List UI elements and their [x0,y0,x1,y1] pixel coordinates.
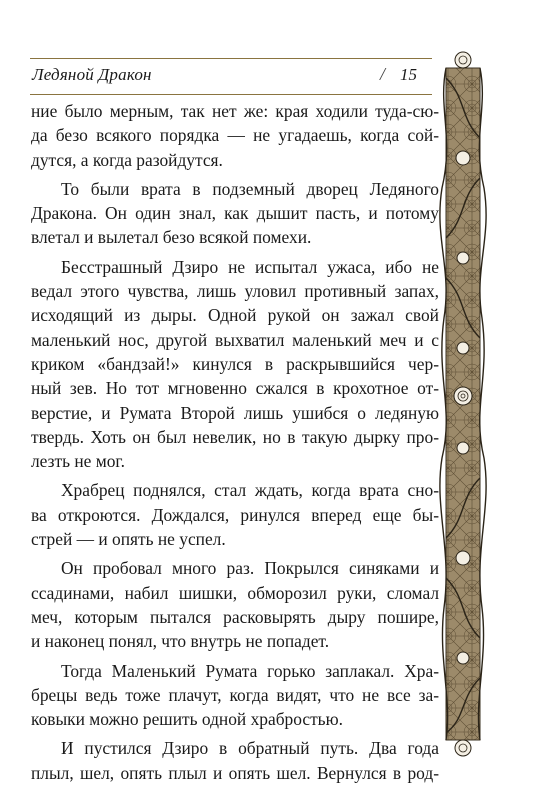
paragraph-first-line: И пустился Дзиро в обратный путь. Два года [61,738,439,759]
text-line: ковыки можно решить одной храбростью. [31,709,343,730]
text-line: ва откроются. Дождался, ринулся вперед еще бы- [31,504,439,525]
text-line: твердь. Хоть он был невелик, но в такую дырку про- [31,426,439,447]
text-line: ссадинами, набил шишки, обморозил руки, сломал [31,582,439,603]
paragraph-first-line: Тогда Маленький Румата горько заплакал. Хра- [61,660,439,681]
running-header [30,54,432,98]
text-line: Дракона. Он один знал, как дышит пасть, и потому [31,203,439,224]
text-line: криком «бандзай!» кинулся в раскрывшийся чер- [31,353,439,374]
header-bottom-rule [30,94,432,95]
text-line: и наконец понял, что внутрь не попадет. [31,631,330,652]
header-separator: / [380,64,386,84]
body-text [31,99,439,785]
text-line: брецы ведь тоже плачут, когда видят, что не все за- [31,684,439,705]
text-line: лезть не мог. [31,451,125,472]
paragraph-first-line: То были врата в подземный дворец Ледяного [61,178,439,199]
text-line: плыл, шел, опять плыл и опять шел. Вернулся в род- [31,762,439,783]
text-line: ведал этого чувства, лишь уловил противный запах, [31,281,439,302]
text-line: влетал и вылетал безо всякой помехи. [31,227,312,248]
paragraph-first-line: Бесстрашный Дзиро не испытал ужаса, ибо не [61,256,439,277]
text-line: дутся, а когда разойдутся. [31,149,223,170]
text-line: исходящий из дыры. Одной рукой он зажал свой [31,305,439,326]
paragraph-first-line: Храбрец поднялся, стал ждать, когда врата сно- [61,480,439,501]
running-title: Ледяной Дракон [32,65,152,84]
text-line: ние было мерным, так нет же: края ходили туда-сю- [31,101,439,121]
text-line: меч, которым пытался расковырять дыру пошире, [31,606,439,627]
decorative-ornament-border [436,48,490,760]
header-top-rule [30,58,432,59]
text-line: верстие, и Румата Второй лишь ушибся о ледяную [31,402,439,423]
text-line: маленький нос, другой выхватил маленький меч и с [31,329,439,350]
paragraph-first-line: Он пробовал много раз. Покрылся синяками и [61,558,439,579]
page-number: 15 [400,65,417,84]
text-line: стрей — и опять не успел. [31,529,226,550]
text-line: да безо всякого порядка — не угадаешь, когда сой- [31,125,439,146]
text-line: ный зев. Но тот мгновенно сжался в крохотное от- [31,378,439,399]
